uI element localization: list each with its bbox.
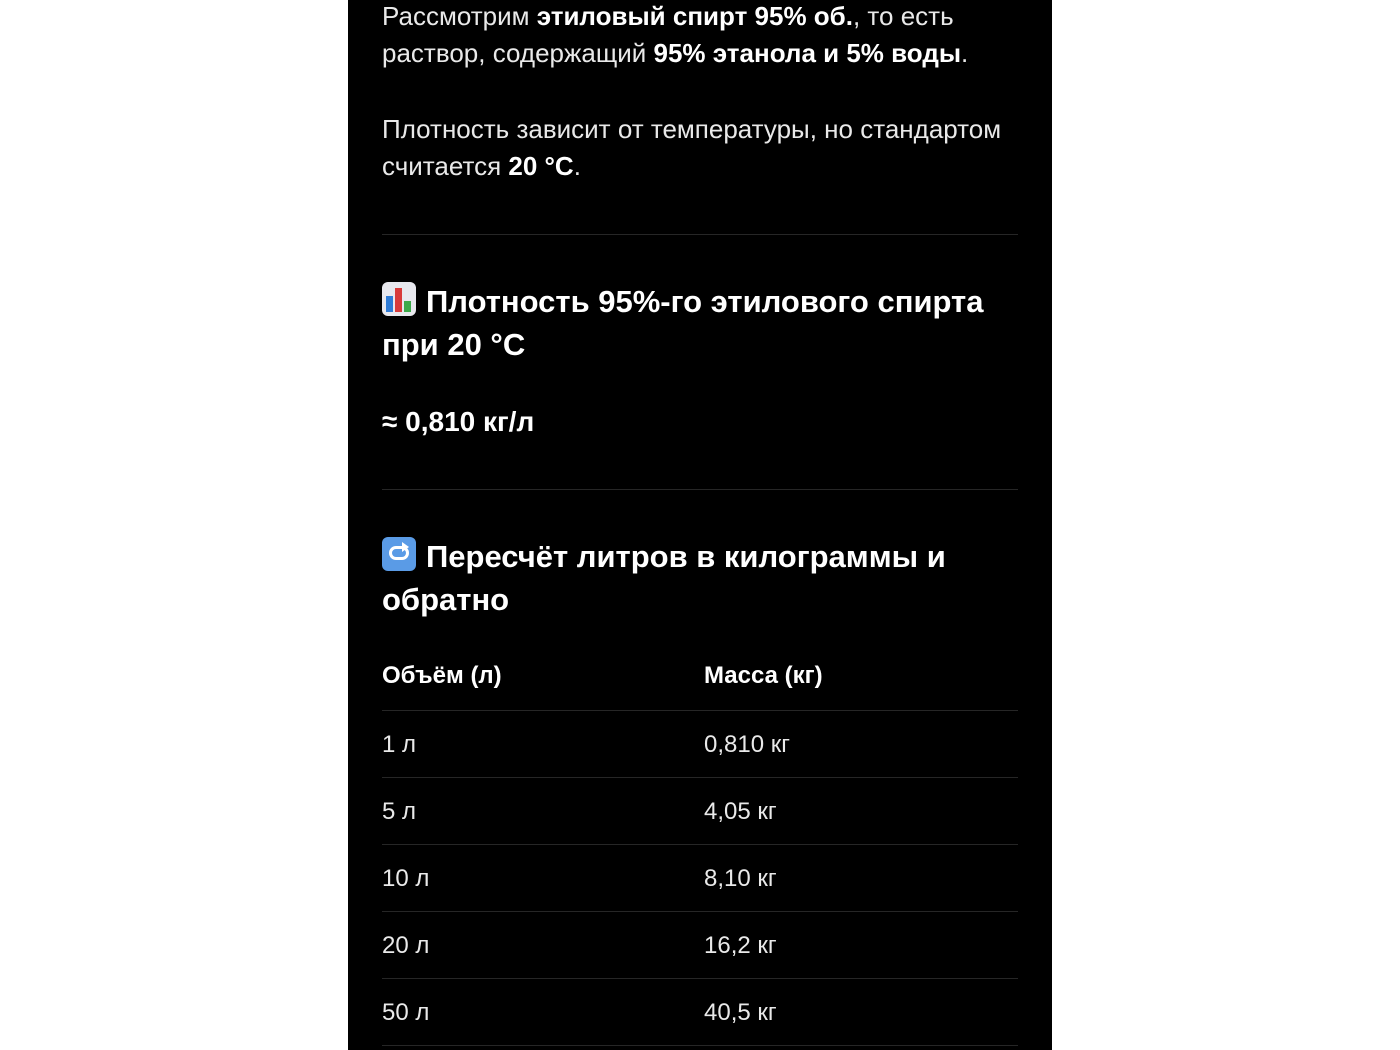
repeat-icon (382, 537, 416, 571)
intro-text: Рассмотрим (382, 1, 537, 31)
cell-volume: 50 л (382, 999, 430, 1026)
table-row (382, 979, 1018, 1046)
density-heading (382, 280, 1022, 366)
cell-mass: 40,5 кг (704, 999, 777, 1026)
conversion-heading (382, 535, 1022, 621)
cell-volume: 1 л (382, 731, 417, 758)
temperature-text: Плотность зависит от температуры, но стандартом считается (382, 114, 1002, 181)
cell-mass: 16,2 кг (704, 932, 777, 959)
table-row (382, 711, 1018, 778)
bar-chart-icon (382, 282, 416, 316)
table-row (382, 778, 1018, 845)
temperature-text: . (573, 151, 581, 181)
cell-mass: 8,10 кг (704, 865, 777, 892)
conversion-table (382, 656, 1018, 1046)
table-row (382, 912, 1018, 979)
cell-mass: 4,05 кг (704, 798, 777, 825)
header-mass: Масса (кг) (704, 662, 823, 689)
conversion-heading-text: Пересчёт литров в килограммы и обратно (382, 539, 946, 617)
section-divider (382, 489, 1018, 490)
header-volume: Объём (л) (382, 662, 502, 689)
intro-bold-spirit: этиловый спирт 95% об. (536, 1, 853, 31)
chat-screen (348, 0, 1052, 1050)
cell-mass: 0,810 кг (704, 731, 790, 758)
section-divider (382, 234, 1018, 235)
density-value: ≈ 0,810 кг/л (382, 406, 535, 437)
table-row (382, 845, 1018, 912)
intro-text: , то есть раствор, содержащий (382, 1, 954, 68)
temperature-bold: 20 °C (508, 151, 574, 181)
intro-bold-composition: 95% этанола и 5% воды (653, 38, 962, 68)
temperature-paragraph (382, 111, 1022, 185)
intro-paragraph (382, 0, 1022, 72)
table-header (382, 656, 1018, 711)
cell-volume: 5 л (382, 798, 417, 825)
density-heading-text: Плотность 95%-го этилового спирта при 20 °C (382, 284, 984, 362)
cell-volume: 10 л (382, 865, 430, 892)
intro-text: . (961, 38, 969, 68)
cell-volume: 20 л (382, 932, 430, 959)
